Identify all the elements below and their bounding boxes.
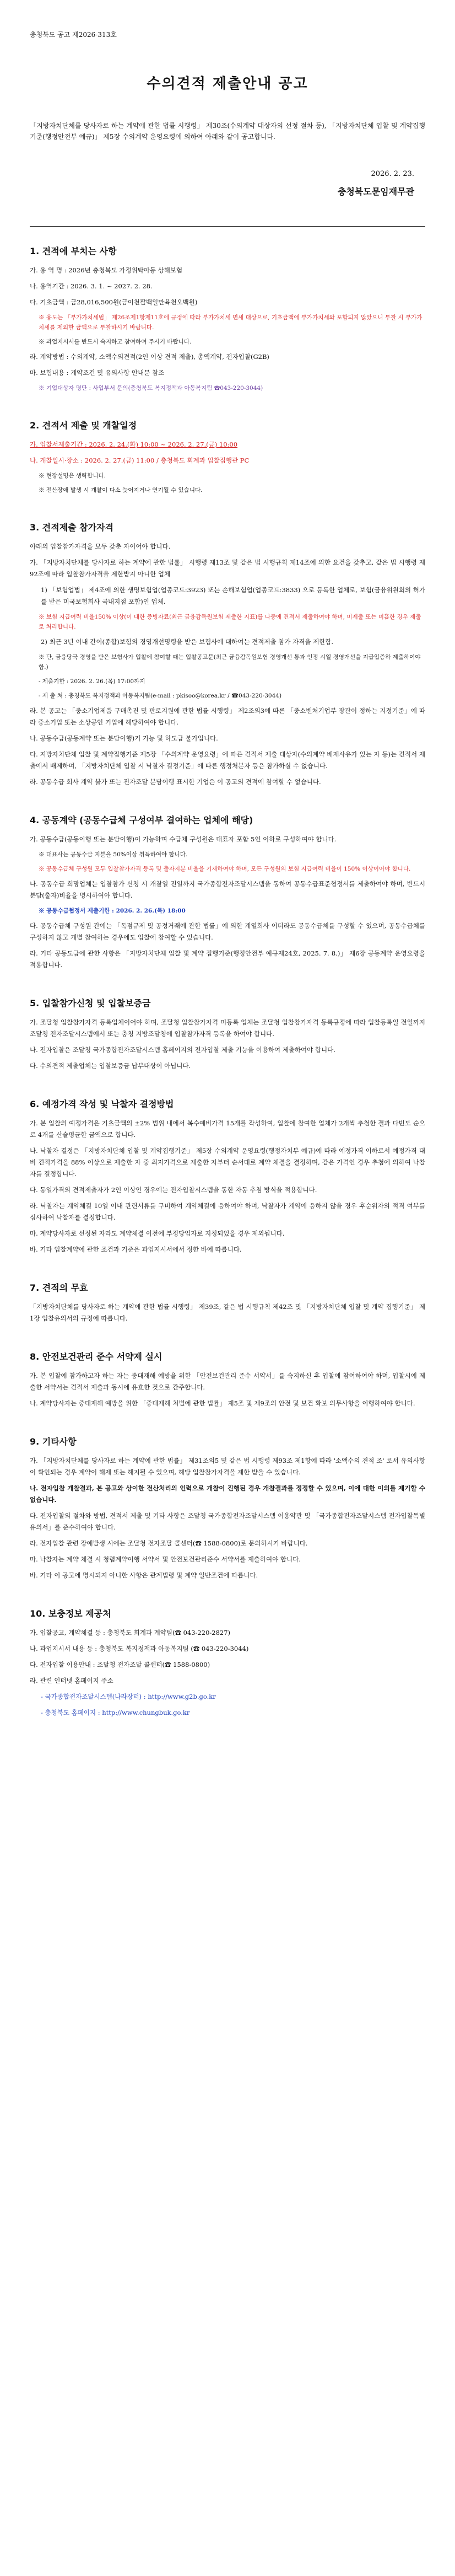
link-chungbuk[interactable]: - 충청북도 홈페이지 : http://www.chungbuk.go.kr [41,1709,190,1716]
price-d: 라. 낙찰자는 계약체결 10일 이내 관련서류를 구비하여 계약체결에 응하여야 하며, 낙찰자가 계약에 응하지 않을 경우 후순위자의 적격 여부를 심사하여 낙찰자를 결정합니다. [30,1202,425,1221]
joint-d: 라. 기타 공동도급에 관한 사항은 「지방자치단체 입찰 및 계약 집행기준(행정안전부 예규제24호, 2025. 7. 8.)」 제6장 공동계약 운영요령을 적용합니다. [30,949,425,969]
section-heading: 2. 견적서 제출 및 개찰일정 [30,420,137,431]
submit-to-note: - 제 출 처 : 충청북도 복지정책과 아동복지팀(e-mail : pkisoo@korea.kr / ☎043-220-3044) [39,693,282,699]
outage-note: ※ 전산장애 발생 시 개찰이 다소 늦어지거나 연기될 수 있습니다. [39,487,203,493]
section-heading: 1. 견적에 부치는 사항 [30,246,117,256]
joint-note-1: ※ 대표사는 공동수급 지분을 50%이상 취득하여야 합니다. [39,851,188,858]
task-note: ※ 과업지시서를 반드시 숙지하고 참여하여 주시기 바랍니다. [39,339,192,345]
deadline-note: - 제출기한 : 2026. 2. 26.(목) 17:00까지 [39,678,145,685]
mgmt-note: ※ 단, 금융당국 경영을 받은 보험사가 입찰에 참여할 때는 입찰공고문(최근 금융감독원보험 경영개선 통과 인정 시일 경영개선을 지급입증하 제출하여야 함.) [39,654,421,670]
etc-e: 마. 낙찰자는 계약 체결 시 청렴계약이행 서약서 및 안전보건관리준수 서약서를 제출하여야 합니다. [30,1555,301,1563]
qualification-a: 가. 「지방자치단체를 당사자로 하는 계약에 관한 법률」 시행령 제13조 및 같은 법 시행규칙 제14조에 의한 요건을 갖추고, 같은 법 시행령 제92조에 따라 입찰참가자격을 제한받지 아니한 업체 [30,559,425,578]
qualification-lead: 아래의 입찰참가자격을 모두 갖춘 자이어야 합니다. [30,543,171,550]
section-9 [30,1435,425,1581]
item-insurance: 마. 보험내용 : 계약조건 및 유의사항 안내문 참조 [30,369,165,377]
info-a: 가. 입찰공고, 계약체결 등 : 충청북도 회계과 계약팀(☎ 043-220-2827) [30,1629,231,1636]
section-6 [30,1097,425,1255]
section-heading: 8. 안전보건관리 준수 서약제 실시 [30,1351,162,1362]
submission-period: 가. 입찰서제출기간 : 2026. 2. 24.(화) 10:00 ~ 2026. 2. 27.(금) 10:00 [30,441,238,448]
safety-b: 나. 계약당사자는 중대재해 예방을 위한 「중대재해 처벌에 관한 법률」 제5조 및 제9조의 안전 및 보건 확보 의무사항을 이행하여야 합니다. [30,1399,415,1407]
price-c: 다. 동일가격의 견적제출자가 2인 이상인 경우에는 전자입찰시스템을 통한 자동 추첨 방식을 적용합니다. [30,1186,317,1194]
item-period: 나. 용역기간 : 2026. 3. 1. ~ 2027. 2. 28. [30,282,153,290]
section-heading: 6. 예정가격 작성 및 낙찰자 결정방법 [30,1099,174,1109]
contact-note: ※ 기업대상자 명단 : 사업부서 문의(충청북도 복지정책과 아동복지팀 ☎043-220-3044) [39,385,263,391]
issue-date: 2026. 2. 23. [371,170,414,178]
section-5 [30,996,425,1072]
section-heading: 9. 기타사항 [30,1436,77,1447]
invalid-text: 「지방자치단체를 당사자로 하는 계약에 관한 법률 시행령」 제39조, 같은 법 시행규칙 제42조 및 「지방자치단체 입찰 및 계약 집행기준」 제1장 입찰유의서의 규정에 따릅니다. [30,1303,425,1322]
safety-a: 가. 본 입찰에 참가하고자 하는 자는 중대재해 예방을 위한 「안전보건관리 준수 서약서」를 숙지하신 후 입찰에 참여하여야 하며, 입찰시에 제출한 서약서는 견적서 제출과 동시에 유효한 것으로 간주합니다. [30,1372,425,1391]
section-3 [30,520,425,788]
section-4 [30,813,425,971]
qualification-a-2: 2) 최근 3년 이내 간이(종합)보험의 경영개선명령을 받은 보험사에 대하여는 견적제출 참가 자격을 제한함. [41,638,334,646]
issuer-name: 충청북도문임재무관 [337,186,414,197]
price-a: 가. 본 입찰의 예정가격은 기초금액의 ±2% 범위 내에서 복수예비가격 15개를 작성하여, 입찰에 참여한 업체가 2개씩 추첨한 결과 다빈도 순으로 4개를 산술평균한 금액으로 합니다. [30,1119,425,1139]
section-heading: 7. 견적의 무효 [30,1282,88,1293]
site-note: ※ 현장설명은 생략합니다. [39,473,106,479]
bid-c: 다. 수의견적 제출업체는 입찰보증금 납부대상이 아닙니다. [30,1062,191,1070]
section-2 [30,418,425,495]
joint-deadline: ※ 공동수급협정서 제출기한 : 2026. 2. 26.(목) 18:00 [39,908,186,914]
bid-a: 가. 조달청 입찰참가자격 등록업체이어야 하며, 조달청 입찰참가자격 미등록 업체는 조달청 입찰참가자격 등록규정에 따라 입찰등록일 전일까지 조달청 전자조달시스템에서 또는 충청 지방조달청에 입찰참가자격 등록을 하여야 합니다. [30,1018,425,1038]
vat-note: ※ 용도는 「부가가치세법」 제26조제1항제11호에 규정에 따라 부가가치세 면세 대상으로, 기초금액에 부가가치세와 포함되지 않았으니 투찰 시 부가가치세를 제외한 금액으로 투찰하시기 바랍니다. [39,314,422,331]
item-service-name: 가. 용 역 명 : 2026년 충청북도 가정위탁아동 상해보험 [30,266,183,274]
intro-paragraph: 「지방자치단체를 당사자로 하는 계약에 관한 법률 시행령」 제30조(수의계약 대상자의 선정 절차 등), 「지방자치단체 입찰 및 계약집행기준(행정안전부 예규)」 제5장 수의계약 운영요령에 의하여 아래와 같이 공고합니다. [30,122,425,141]
opening-datetime: 나. 개찰일시·장소 : 2026. 2. 27.(금) 11:00 / 충청북도 회계과 입찰집행관 PC [30,457,250,464]
joint-a: 가. 공동수급(공동이행 또는 분담이행)이 가능하며 수급체 구성원은 대표자 포함 5인 이하로 구성하여야 합니다. [30,835,337,843]
price-f: 바. 기타 입찰계약에 관한 조건과 기준은 과업지시서에서 정한 바에 따릅니다. [30,1246,242,1253]
qualification-restrict: 라. 공동수급 회사 계약 불가 또는 전자조달 분담이행 표시한 기업은 이 공고의 견적에 참여할 수 없습니다. [30,778,321,786]
divider [30,226,425,227]
joint-c: 다. 공동수급체 구성원 간에는 「독점규제 및 공정거래에 관한 법률」에 의한 계열회사 이더라도 공동수급체를 구성할 수 있으며, 공동수급체를 구성하지 않고 개별 참여하는 경우에도 입찰에 참여할 수 있습니다. [30,922,425,941]
section-heading: 4. 공동계약 (공동수급체 구성여부 결여하는 업체에 해당) [30,815,253,825]
etc-a: 가. 「지방자치단체를 당사자로 하는 계약에 관한 법률」 제31조의5 및 같은 법 시행령 제93조 제1항에 따라 '소액수의 견적 조' 로서 유의사항이 확인되는 경우 계약이 해제 또는 해지될 수 있으며, 해당 입찰참가자격을 제한 받을 수 있습니다. [30,1457,425,1476]
section-10 [30,1607,425,1719]
section-heading: 10. 보충정보 제공처 [30,1608,111,1619]
info-b: 나. 과업지시서 내용 등 : 충청북도 복지정책과 아동복지팀 (☎ 043-220-3044) [30,1645,249,1652]
link-g2b[interactable]: - 국가종합전자조달시스템(나라장터) : http://www.g2b.go.kr [41,1693,216,1700]
section-7 [30,1281,425,1324]
section-1 [30,244,425,393]
solvency-note: ※ 보험 지급여력 비율150% 이상(이 대한 증빙자료(최근 금융감독원보험 제출한 지표)를 나중에 견적서 제출하여야 하며, 미제출 또는 미흡한 경우 제출로 처리합니다. [39,614,421,630]
page-title: 수의견적 제출안내 공고 [147,76,308,92]
qualification-joint: 나. 공동수급(공동계약 또는 분담이행)기 가능 및 하도급 불가입니다. [30,734,218,742]
etc-b: 나. 전자입찰 개찰결과, 본 공고와 상이한 전산처리의 인력으로 개찰이 진행된 경우 개찰결과를 정정할 수 있으며, 이에 대한 이의를 제기할 수 없습니다. [30,1484,425,1504]
item-contract-method: 라. 계약방법 : 수의계약, 소액수의견적(2인 이상 견적 제출), 총액계약, 전자입찰(G2B) [30,353,269,361]
bid-b: 나. 전자입찰은 조달청 국가종합전자조달시스템 홈페이지의 전자입찰 제출 기능을 이용하여 제출하여야 합니다. [30,1046,335,1054]
etc-c: 다. 전자입찰의 절차와 방법, 견적서 제출 및 기타 사항은 조달청 국가종합전자조달시스템 이용약관 및 「국가종합전자조달시스템 전자입찰특별유의서」를 준수하여야 합니다. [30,1512,425,1531]
info-c: 다. 전자입찰 이용안내 : 조달청 전자조달 콜센터(☎ 1588-0800) [30,1661,210,1668]
section-8 [30,1350,425,1409]
etc-f: 바. 기타 이 공고에 명시되지 아니한 사항은 관계법령 및 계약 일반조건에 따릅니다. [30,1571,258,1579]
qualification-exclusion: 다. 지방자치단체 입찰 및 계약집행기준 제5장 「수의계약 운영요령」에 따른 견적서 제출 대상자(수의계약 배제사유가 있는 자 등)는 견적서 제출에서 배제하며, 「지방자치단체 입찰 시 낙찰자 결정기준」에 따른 행정처분자 등은 참가하실 수 없습니다. [30,750,425,770]
doc-number: 충청북도 공고 제2026-313호 [30,31,117,39]
etc-d: 라. 전자입찰 관련 장애발생 시에는 조달청 전자조달 콜센터(☎ 1588-0800)로 문의하시기 바랍니다. [30,1539,308,1547]
price-b: 나. 낙찰자 결정은 「지방자치단체 입찰 및 계약집행기준」 제5장 수의계약 운영요령(행정자치부 예규)에 따라 예정가격 이하로서 예정가격 대비 견적가격을 88% 이상으로 제출한 자 중 최저가격으로 제출한 자부터 순서대로 계약 체결을 결정하며, 같은 가격인 경우 추첨에 의하여 낙찰자를 결정합니다. [30,1147,425,1178]
qualification-sme: 라. 본 공고는 「중소기업제품 구매촉진 및 판로지원에 관한 법률 시행령」 제2조의3에 따른 「중소벤처기업부 장관이 정하는 지정기준」에 따라 중소기업 또는 소상공인 기업에 해당하여야 합니다. [30,707,425,726]
item-base-amount: 다. 기초금액 : 금28,016,500원(금이천팔백일만육천오백원) [30,298,198,306]
section-heading: 5. 입찰참가신청 및 입찰보증금 [30,998,151,1008]
section-heading: 3. 견적제출 참가자격 [30,522,113,533]
info-d: 라. 관련 인터넷 홈페이지 주소 [30,1677,113,1684]
joint-b: 나. 공동수급 희망업체는 입찰참가 신청 시 개찰일 전일까지 국가종합전자조달시스템을 통하여 공동수급표준협정서를 제출하여야 하며, 반드시 분담(출자)비율을 명시하여야 합니다. [30,880,425,899]
qualification-a-1: 1) 「보험업법」 제4조에 의한 생명보험업(업종코드:3923) 또는 손해보험업(업종코드:3833) 으로 등록한 업체로, 보험(금융위원회의 허가를 받은 미국보험회사 국내지점 포함)인 업체. [41,586,425,605]
price-e: 마. 계약당사자로 선정된 자라도 계약체결 이전에 부정당업자로 지정되었을 경우 제외됩니다. [30,1230,285,1237]
joint-note-2: ※ 공동수급체 구성원 모두 입찰참가자격 등록 및 출자지분 비율을 기재하여야 하며, 모든 구성원의 보험 지급여력 비율이 150% 이상이어야 합니다. [39,866,411,872]
